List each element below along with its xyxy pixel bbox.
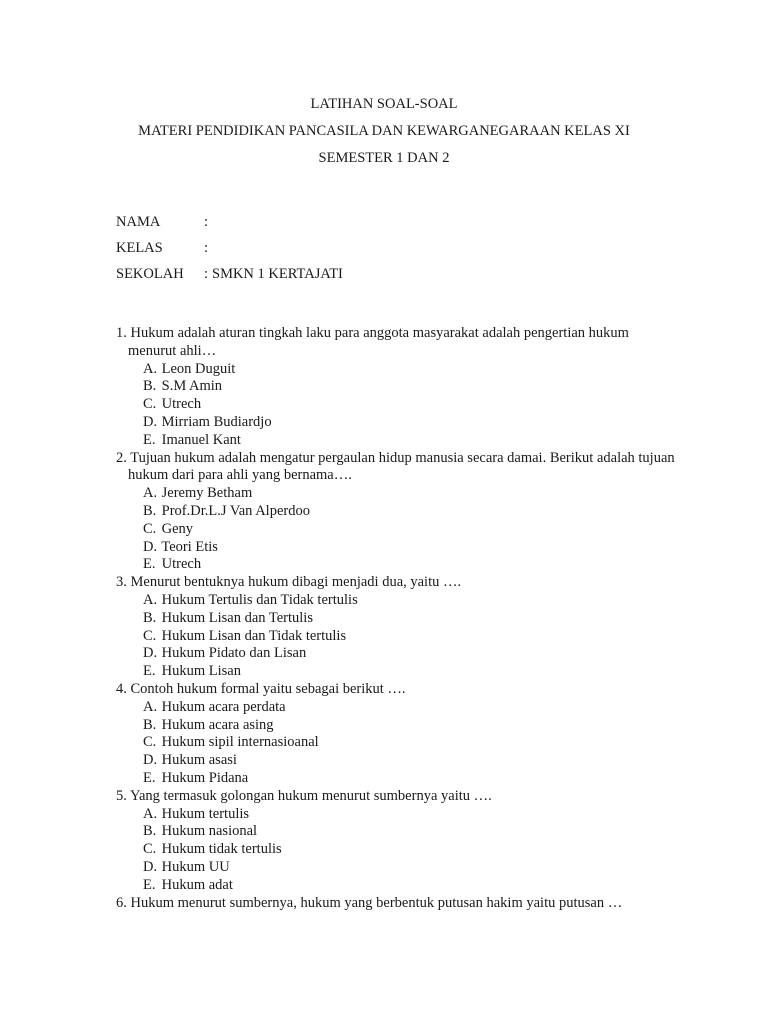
option-item bbox=[116, 503, 676, 521]
option-item bbox=[116, 734, 676, 752]
option-list bbox=[116, 806, 676, 895]
header-subject: MATERI PENDIDIKAN PANCASILA DAN KEWARGANEGARAAN KELAS XI bbox=[138, 123, 630, 139]
option-text: Hukum adat bbox=[161, 876, 233, 893]
question-body: Yang termasuk golongan hukum menurut sumbernya yaitu …. bbox=[129, 787, 492, 804]
option-item bbox=[116, 432, 676, 450]
option-letter: C. bbox=[143, 396, 157, 413]
option-text: Jeremy Betham bbox=[161, 485, 253, 502]
option-text: Hukum Lisan bbox=[161, 663, 241, 680]
option-letter: D. bbox=[143, 413, 158, 430]
question-text bbox=[116, 574, 676, 592]
option-item bbox=[116, 877, 676, 895]
question-body: Tujuan hukum adalah mengatur pergaulan hidup manusia secara damai. Berikut adalah tujuan hukum dari para ahli yang bernama…. bbox=[128, 449, 675, 484]
question-number: 4. bbox=[116, 680, 127, 697]
option-item bbox=[116, 841, 676, 859]
sekolah-value: SMKN 1 KERTAJATI bbox=[212, 266, 343, 282]
option-item bbox=[116, 717, 676, 735]
option-text: Hukum nasional bbox=[161, 823, 258, 840]
option-text: Geny bbox=[161, 520, 194, 537]
question-item bbox=[116, 681, 676, 788]
question-number: 6. bbox=[116, 894, 127, 911]
question-text bbox=[116, 681, 676, 699]
nama-separator: : bbox=[204, 214, 209, 230]
option-letter: A. bbox=[143, 591, 158, 608]
option-letter: D. bbox=[143, 858, 158, 875]
question-text bbox=[116, 895, 676, 913]
kelas-separator: : bbox=[204, 240, 209, 256]
option-text: S.M Amin bbox=[161, 378, 223, 395]
question-list bbox=[116, 325, 676, 912]
option-letter: B. bbox=[143, 823, 157, 840]
option-list bbox=[116, 699, 676, 788]
sekolah-separator: : bbox=[204, 266, 209, 282]
option-text: Hukum acara perdata bbox=[161, 698, 286, 715]
question-item bbox=[116, 788, 676, 895]
question-text bbox=[116, 450, 676, 486]
option-letter: E. bbox=[143, 769, 156, 786]
question-number: 5. bbox=[116, 787, 127, 804]
option-item bbox=[116, 414, 676, 432]
option-list bbox=[116, 485, 676, 574]
question-item bbox=[116, 895, 676, 913]
header-title: LATIHAN SOAL-SOAL bbox=[310, 96, 458, 112]
option-text: Hukum UU bbox=[161, 858, 230, 875]
option-letter: E. bbox=[143, 431, 156, 448]
option-list bbox=[116, 361, 676, 450]
option-item bbox=[116, 485, 676, 503]
option-text: Hukum Lisan dan Tidak tertulis bbox=[161, 627, 347, 644]
option-item bbox=[116, 539, 676, 557]
option-item bbox=[116, 645, 676, 663]
option-item bbox=[116, 699, 676, 717]
option-letter: D. bbox=[143, 752, 158, 769]
option-text: Hukum Pidato dan Lisan bbox=[161, 645, 307, 662]
option-letter: C. bbox=[143, 627, 157, 644]
identity-row-nama bbox=[116, 212, 343, 238]
option-item bbox=[116, 752, 676, 770]
option-text: Hukum Tertulis dan Tidak tertulis bbox=[161, 591, 358, 608]
option-text: Teori Etis bbox=[161, 538, 218, 555]
option-list bbox=[116, 592, 676, 681]
option-text: Utrech bbox=[161, 556, 202, 573]
question-body: Menurut bentuknya hukum dibagi menjadi dua, yaitu …. bbox=[130, 574, 462, 591]
option-letter: E. bbox=[143, 876, 156, 893]
option-letter: B. bbox=[143, 716, 157, 733]
question-text bbox=[116, 788, 676, 806]
option-letter: A. bbox=[143, 485, 158, 502]
option-item bbox=[116, 628, 676, 646]
question-body: Contoh hukum formal yaitu sebagai berikut …. bbox=[130, 680, 406, 697]
question-body: Hukum menurut sumbernya, hukum yang berbentuk putusan hakim yaitu putusan … bbox=[130, 894, 623, 911]
option-item bbox=[116, 806, 676, 824]
option-letter: E. bbox=[143, 556, 156, 573]
kelas-label: KELAS bbox=[116, 240, 163, 256]
option-letter: C. bbox=[143, 734, 157, 751]
option-text: Mirriam Budiardjo bbox=[161, 413, 272, 430]
option-text: Hukum Lisan dan Tertulis bbox=[161, 609, 313, 626]
nama-label: NAMA bbox=[116, 214, 161, 230]
option-letter: A. bbox=[143, 360, 158, 377]
option-item bbox=[116, 663, 676, 681]
option-letter: D. bbox=[143, 645, 158, 662]
option-text: Hukum tertulis bbox=[161, 805, 250, 822]
option-text: Hukum tidak tertulis bbox=[161, 841, 282, 858]
option-item bbox=[116, 859, 676, 877]
option-text: Prof.Dr.L.J Van Alperdoo bbox=[161, 502, 310, 519]
option-letter: B. bbox=[143, 502, 157, 519]
option-letter: C. bbox=[143, 841, 157, 858]
identity-row-kelas bbox=[116, 238, 343, 264]
option-letter: B. bbox=[143, 378, 157, 395]
option-letter: A. bbox=[143, 805, 158, 822]
identity-block bbox=[116, 212, 343, 290]
question-text bbox=[116, 325, 676, 361]
question-number: 1. bbox=[116, 325, 127, 341]
option-item bbox=[116, 556, 676, 574]
option-item bbox=[116, 770, 676, 788]
option-item bbox=[116, 592, 676, 610]
option-text: Hukum acara asing bbox=[161, 716, 274, 733]
question-number: 3. bbox=[116, 574, 127, 591]
option-text: Hukum sipil internasioanal bbox=[161, 734, 319, 751]
option-letter: C. bbox=[143, 520, 157, 537]
option-text: Hukum asasi bbox=[161, 752, 237, 769]
option-item bbox=[116, 610, 676, 628]
header-semester: SEMESTER 1 DAN 2 bbox=[318, 150, 450, 166]
option-letter: E. bbox=[143, 663, 156, 680]
option-item bbox=[116, 823, 676, 841]
option-text: Imanuel Kant bbox=[161, 431, 241, 448]
option-item bbox=[116, 361, 676, 379]
identity-row-sekolah bbox=[116, 264, 343, 290]
option-text: Leon Duguit bbox=[161, 360, 236, 377]
question-body: Hukum adalah aturan tingkah laku para anggota masyarakat adalah pengertian hukum menurut ahli… bbox=[128, 325, 629, 359]
question-item bbox=[116, 574, 676, 681]
option-text: Hukum Pidana bbox=[161, 769, 249, 786]
option-letter: B. bbox=[143, 609, 157, 626]
option-letter: A. bbox=[143, 698, 158, 715]
option-item bbox=[116, 378, 676, 396]
sekolah-label: SEKOLAH bbox=[116, 266, 184, 282]
question-item bbox=[116, 450, 676, 575]
option-text: Utrech bbox=[161, 396, 202, 413]
question-number: 2. bbox=[116, 449, 127, 466]
option-letter: D. bbox=[143, 538, 158, 555]
option-item bbox=[116, 396, 676, 414]
document-header bbox=[0, 94, 768, 175]
question-item bbox=[116, 325, 676, 450]
option-item bbox=[116, 521, 676, 539]
